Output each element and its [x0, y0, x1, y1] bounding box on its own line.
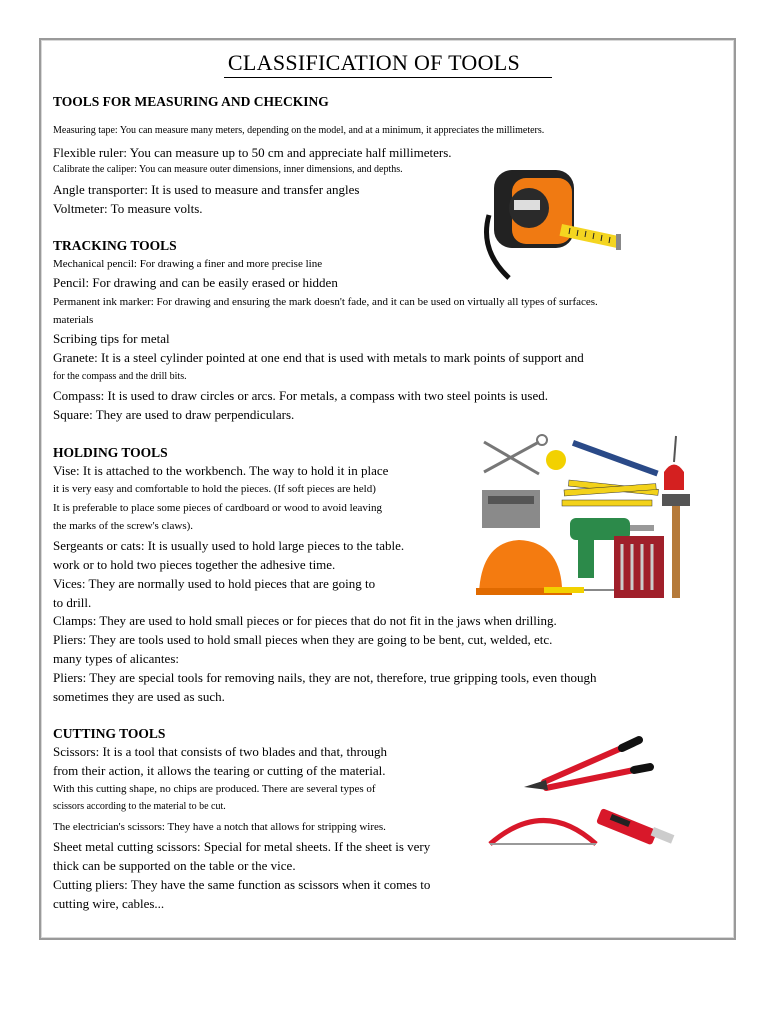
text-line: sometimes they are used as such. [53, 689, 225, 704]
hand-tools-collage-icon [474, 432, 699, 604]
section-heading-tracking: TRACKING TOOLS [53, 238, 177, 253]
text-line: Pliers: They are tools used to hold small pieces when they are going to be bent, cut, welded, etc. [53, 632, 553, 647]
text-line: Sheet metal cutting scissors: Special for metal sheets. If the sheet is very [53, 839, 431, 854]
text-line: thick can be supported on the table or the vice. [53, 858, 296, 873]
text-line: the marks of the screw's claws). [53, 520, 194, 532]
text-line: Flexible ruler: You can measure up to 50 cm and appreciate half millimeters. [53, 145, 452, 160]
page-title: CLASSIFICATION OF TOOLS [0, 50, 768, 78]
text-line: Measuring tape: You can measure many meters, depending on the model, and at a minimum, it appreciates the millimeters. [53, 125, 545, 136]
text-line: Pencil: For drawing and can be easily erased or hidden [53, 275, 338, 290]
text-line: for the compass and the drill bits. [53, 371, 187, 382]
section-heading-cutting: CUTTING TOOLS [53, 726, 166, 741]
text-line: many types of alicantes: [53, 651, 179, 666]
text-line: Scissors: It is a tool that consists of two blades and that, through [53, 744, 387, 759]
section-heading-measuring: TOOLS FOR MEASURING AND CHECKING [53, 94, 329, 109]
text-line: Sergeants or cats: It is usually used to hold large pieces to the table. [53, 538, 405, 553]
text-line: It is preferable to place some pieces of cardboard or wood to avoid leaving [53, 502, 382, 514]
text-line: cutting wire, cables... [53, 896, 165, 911]
cutting-tools-icon [484, 732, 694, 852]
text-line: Mechanical pencil: For drawing a finer and more precise line [53, 258, 323, 270]
text-line: Pliers: They are special tools for removing nails, they are not, therefore, true gripping tools, even though [53, 670, 597, 685]
tape-measure-icon [474, 160, 624, 285]
text-line: Square: They are used to draw perpendiculars. [53, 407, 295, 422]
text-line: Angle transporter: It is used to measure and transfer angles [53, 182, 360, 197]
text-line: With this cutting shape, no chips are produced. There are several types of [53, 783, 376, 795]
text-line: Scribing tips for metal [53, 331, 170, 346]
section-heading-holding: HOLDING TOOLS [53, 445, 168, 460]
text-line: to drill. [53, 595, 92, 610]
text-line: Granete: It is a steel cylinder pointed at one end that is used with metals to mark points of support and [53, 350, 584, 365]
text-line: materials [53, 314, 94, 326]
text-line: Vices: They are normally used to hold pieces that are going to [53, 576, 376, 591]
text-line: Clamps: They are used to hold small pieces or for pieces that do not fit in the jaws when drilling. [53, 613, 557, 628]
text-line: The electrician's scissors: They have a notch that allows for stripping wires. [53, 821, 386, 833]
text-line: Permanent ink marker: For drawing and ensuring the mark doesn't fade, and it can be used on virtually all types of surfaces. [53, 296, 598, 308]
text-line: Voltmeter: To measure volts. [53, 201, 203, 216]
text-line: Vise: It is attached to the workbench. The way to hold it in place [53, 463, 389, 478]
text-line: it is very easy and comfortable to hold the pieces. (If soft pieces are held) [53, 483, 376, 495]
text-line: scissors according to the material to be cut. [53, 801, 226, 812]
text-line: Compass: It is used to draw circles or arcs. For metals, a compass with two steel points is used. [53, 388, 549, 403]
text-line: Cutting pliers: They have the same function as scissors when it comes to [53, 877, 431, 892]
text-line: Calibrate the caliper: You can measure outer dimensions, inner dimensions, and depths. [53, 164, 403, 175]
text-line: from their action, it allows the tearing or cutting of the material. [53, 763, 386, 778]
text-line: work or to hold two pieces together the adhesive time. [53, 557, 336, 572]
